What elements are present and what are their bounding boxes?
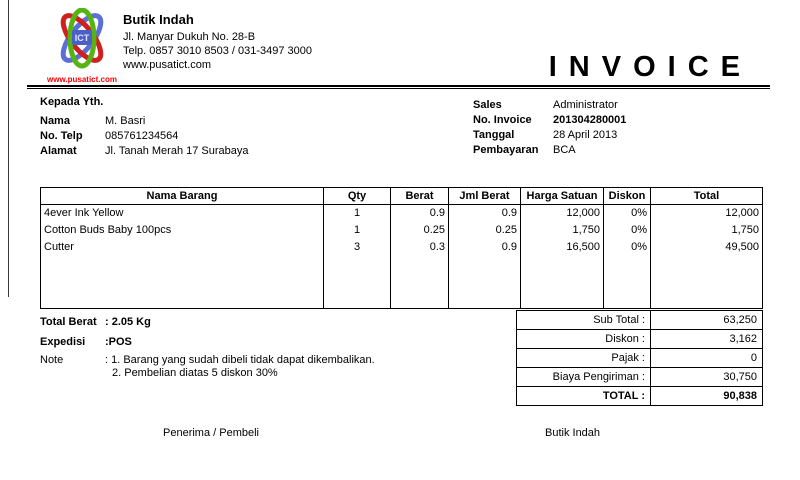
items-table: [40, 187, 763, 309]
invoice-number: 201304280001: [553, 114, 627, 126]
col-header-qty: Qty: [324, 188, 391, 205]
item-diskon-cell: 0%: [604, 205, 651, 222]
company-logo: [45, 8, 119, 84]
info-field-pembayaran: [473, 143, 626, 158]
item-row: [41, 205, 763, 222]
item-qty-cell: 1: [324, 205, 391, 222]
field-value: BCA: [553, 144, 576, 156]
item-name-cell: Cutter: [41, 239, 324, 256]
subtotal-value: 63,250: [651, 311, 763, 330]
col-header-diskon: Diskon: [604, 188, 651, 205]
pajak-value: 0: [651, 349, 763, 368]
pajak-row: [517, 349, 763, 368]
field-value: 28 April 2013: [553, 129, 618, 141]
biaya-pengiriman-label: Biaya Pengiriman :: [517, 368, 651, 387]
item-jml-berat-cell: 0.25: [449, 222, 521, 239]
note-lines: [105, 354, 375, 380]
field-value: Administrator: [553, 99, 618, 111]
item-row: [41, 222, 763, 239]
note-label: Note: [40, 354, 64, 366]
summary-left: [40, 316, 375, 380]
note-line-2: 2. Pembelian diatas 5 diskon 30%: [112, 367, 278, 379]
item-total-cell: 49,500: [651, 239, 763, 256]
empty-filler-row: [41, 256, 763, 309]
item-name-cell: 4ever Ink Yellow: [41, 205, 324, 222]
logo-caption: www.pusatict.com: [47, 75, 117, 84]
expedisi-value: :POS: [105, 336, 132, 348]
field-label: Pembayaran: [473, 144, 539, 156]
col-header-harga-satuan: Harga Satuan: [521, 188, 604, 205]
col-header-total: Total: [651, 188, 763, 205]
logo-ict-text: ICT: [74, 33, 90, 43]
grand-total-value: 90,838: [651, 387, 763, 406]
biaya-pengiriman-value: 30,750: [651, 368, 763, 387]
field-label: Nama: [40, 115, 70, 127]
info-field-sales: [473, 98, 626, 113]
diskon-value: 3,162: [651, 330, 763, 349]
company-address: Jl. Manyar Dukuh No. 28-B: [123, 31, 256, 43]
grand-total-label: TOTAL :: [517, 387, 651, 406]
note-line-1: : 1. Barang yang sudah dibeli tidak dapat dikembalikan.: [105, 354, 375, 366]
company-website: www.pusatict.com: [123, 59, 212, 71]
item-row: [41, 239, 763, 256]
total-berat-label: Total Berat: [40, 316, 97, 328]
items-header-row: [41, 188, 763, 205]
item-berat-cell: 0.3: [391, 239, 449, 256]
customer-field-telp: [40, 129, 249, 144]
company-name: Butik Indah: [123, 12, 194, 27]
item-berat-cell: 0.25: [391, 222, 449, 239]
field-label: No. Invoice: [473, 114, 532, 126]
customer-field-alamat: [40, 144, 249, 159]
col-header-jml-berat: Jml Berat: [449, 188, 521, 205]
item-total-cell: 12,000: [651, 205, 763, 222]
totals-table: [516, 310, 763, 406]
grand-total-row: [517, 387, 763, 406]
col-header-nama-barang: Nama Barang: [41, 188, 324, 205]
item-qty-cell: 1: [324, 222, 391, 239]
diskon-row: [517, 330, 763, 349]
field-label: Tanggal: [473, 129, 515, 141]
item-berat-cell: 0.9: [391, 205, 449, 222]
invoice-info-block: [473, 98, 626, 158]
field-value: M. Basri: [105, 115, 146, 127]
signature-butik-indah: Butik Indah: [545, 427, 601, 439]
item-jml-berat-cell: 0.9: [449, 239, 521, 256]
expedisi-row: [40, 336, 375, 349]
info-field-no-invoice: [473, 113, 626, 128]
customer-field-nama: [40, 114, 249, 129]
biaya-pengiriman-row: [517, 368, 763, 387]
header-divider: [27, 85, 770, 89]
col-header-berat: Berat: [391, 188, 449, 205]
item-total-cell: 1,750: [651, 222, 763, 239]
total-berat-value: : 2.05 Kg: [105, 316, 151, 328]
item-harga-cell: 16,500: [521, 239, 604, 256]
item-qty-cell: 3: [324, 239, 391, 256]
company-block: [123, 13, 312, 72]
field-label: Alamat: [40, 145, 77, 157]
field-value: Jl. Tanah Merah 17 Surabaya: [105, 145, 249, 157]
item-harga-cell: 1,750: [521, 222, 604, 239]
subtotal-label: Sub Total :: [517, 311, 651, 330]
atom-logo-icon: [47, 8, 117, 72]
item-harga-cell: 12,000: [521, 205, 604, 222]
field-value: 085761234564: [105, 130, 179, 142]
page-title: INVOICE: [548, 51, 752, 83]
company-phone: Telp. 0857 3010 8503 / 031-3497 3000: [123, 45, 312, 57]
signature-penerima: Penerima / Pembeli: [163, 427, 259, 439]
pajak-label: Pajak :: [517, 349, 651, 368]
field-label: Sales: [473, 99, 502, 111]
customer-block: [40, 96, 249, 159]
field-label: No. Telp: [40, 130, 83, 142]
page-edge-line: [8, 0, 9, 297]
info-field-tanggal: [473, 128, 626, 143]
item-diskon-cell: 0%: [604, 222, 651, 239]
note-row: [40, 354, 375, 380]
item-jml-berat-cell: 0.9: [449, 205, 521, 222]
total-berat-row: [40, 316, 375, 329]
diskon-label: Diskon :: [517, 330, 651, 349]
subtotal-row: [517, 311, 763, 330]
item-diskon-cell: 0%: [604, 239, 651, 256]
customer-heading: Kepada Yth.: [40, 96, 104, 108]
expedisi-label: Expedisi: [40, 336, 86, 348]
item-name-cell: Cotton Buds Baby 100pcs: [41, 222, 324, 239]
